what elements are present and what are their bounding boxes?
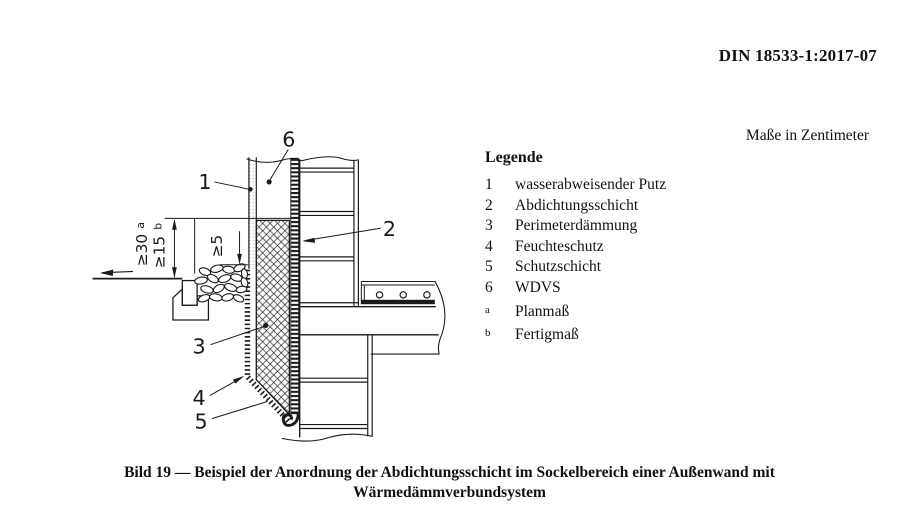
legend-key: 6 (485, 278, 493, 296)
legend-item-b (485, 325, 785, 346)
dim-ge5-label: ≥5 (207, 234, 226, 258)
technical-drawing (85, 105, 470, 465)
legend-item-3 (485, 216, 785, 237)
legend-key: a (485, 303, 490, 316)
standard-reference: DIN 18533-1:2017-07 (718, 46, 877, 65)
legend-label: Planmaß (515, 302, 570, 320)
legend-item-2 (485, 196, 785, 217)
callout-2-label: 2 (382, 217, 397, 242)
legend-item-6 (485, 278, 785, 299)
legend-key: b (485, 327, 491, 340)
legend-key: 3 (485, 217, 493, 235)
perimeter-insulation (256, 220, 289, 414)
legend-key: 1 (485, 176, 493, 193)
legend-label: Fertigmaß (515, 326, 579, 344)
legend-item-1 (485, 175, 785, 196)
callout-3-label: 3 (192, 334, 206, 359)
dim-ge15-superscript: b (151, 222, 165, 230)
dim-ge30-label: ≥30 (132, 233, 151, 267)
figure-caption-line1: Bild 19 — Beispiel der Anordnung der Abdichtungsschicht im Sockelbereich einer Außenwand mit (124, 464, 775, 481)
render-layer (249, 157, 256, 268)
legend-item-5 (485, 257, 785, 278)
callout-1-label: 1 (198, 169, 212, 194)
legend-label: Abdichtungsschicht (515, 196, 639, 214)
figure-caption (0, 463, 899, 503)
legend-label: wasserabweisender Putz (515, 176, 667, 193)
legend (485, 149, 785, 346)
units-note: Maße in Zentimeter (745, 127, 869, 144)
legend-key: 2 (485, 196, 493, 214)
gravel-fill (194, 262, 249, 303)
callout-4-label: 4 (192, 385, 206, 410)
legend-title: Legende (485, 149, 543, 166)
legend-label: Perimeterdämmung (515, 217, 638, 235)
legend-label: Feuchteschutz (515, 237, 604, 255)
legend-item-4 (485, 237, 785, 258)
dim-ge30-superscript: a (133, 222, 147, 229)
legend-item-a (485, 302, 785, 323)
legend-key: 4 (485, 237, 493, 255)
legend-key: 5 (485, 258, 493, 276)
callout-5-label: 5 (194, 409, 208, 434)
callout-6-label: 6 (282, 127, 296, 152)
figure-caption-line2: Wärmedämmverbundsystem (353, 484, 546, 501)
legend-label: Schutzschicht (515, 258, 602, 276)
dim-ge15-label: ≥15 (150, 235, 169, 269)
legend-label: WDVS (515, 278, 561, 296)
